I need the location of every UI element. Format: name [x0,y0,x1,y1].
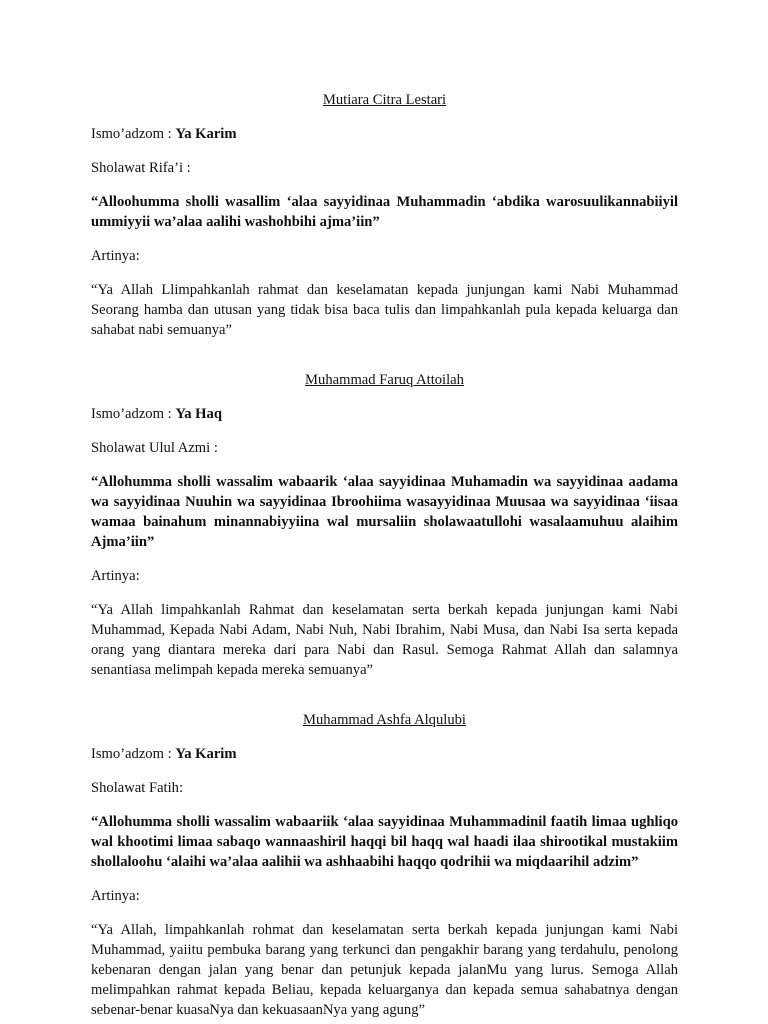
meaning-text: “Ya Allah, limpahkanlah rohmat dan keselamatan serta berkah kepada junjungan kami Nabi Muhammad, yaiitu pembuka barang yang terkunci dan pengakhir barang yang terdahulu, penolong kebenaran dengan jalan yang benar dan petunjuk kepada jalanMu yang lurus. Semoga Allah melimpahkan rahmat kepada Beliau, kepada keluarganya dan kepada semua sahabatnya dengan sebenar-benar kuasaNya dan kekuasaanNya yang agung” [91,922,678,1018]
ismo-adzom-label: Ismo’adzom : [91,126,176,142]
ismo-adzom-value: Ya Karim [175,746,237,762]
sholawat-label: Sholawat Rifa’i : [91,160,191,176]
sholawat-text: “Allohumma sholli wassalim wabaarik ‘alaa sayyidinaa Muhamadin wa sayyidinaa aadama wa sayyidinaa Nuuhin wa sayyidinaa Ibroohiima wasayyidinaa Muusaa wa sayyidinaa ‘iisaa wamaa bainahum minannabiyyiina wal mursaliin sholawaatullohi wasalaamuhuu alaihim Ajma’iin” [91,474,678,550]
ismo-adzom-line [91,744,678,764]
person-name: Muhammad Ashfa Alqulubi [303,712,466,728]
meaning-text: “Ya Allah Llimpahkanlah rahmat dan keselamatan kepada junjungan kami Nabi Muhammad Seorang hamba dan utusan yang tidak bisa baca tulis dan limpahkanlah pula kepada keluarga dan sahabat nabi semuanya” [91,282,678,338]
person-name: Muhammad Faruq Attoilah [305,372,464,388]
section-muhammad-ashfa-alqulubi [91,710,678,1020]
sholawat-text: “Alloohumma sholli wasallim ‘alaa sayyidinaa Muhammadin ‘abdika warosuulikannabiiyil ummiyyii wa’alaa aalihi washohbihi ajma’iin” [91,194,678,230]
meaning-text: “Ya Allah limpahkanlah Rahmat dan keselamatan serta berkah kepada junjungan kami Nabi Muhammad, Kepada Nabi Adam, Nabi Nuh, Nabi Ibrahim, Nabi Musa, dan Nabi Isa serta kepada orang yang diantara mereka dari para Nabi dan Rasul. Semoga Rahmat Allah dan salamnya senantiasa melimpah kepada mereka semuanya” [91,602,678,678]
ismo-adzom-line [91,124,678,144]
sholawat-label: Sholawat Ulul Azmi : [91,440,218,456]
sholawat-text: “Allohumma sholli wassalim wabaariik ‘alaa sayyidinaa Muhammadinil faatih limaa ughliqo wal khootimi limaa sabaqo wannaashiril haqqi bil haqq wal haadi ilaa shirootikal mustakiim shollaloohu ‘alaihi wa’alaa aalihii wa ashhaabihi haqqo qodrihii wa miqdaarihil adzim” [91,814,678,870]
artinya-label: Artinya: [91,888,140,904]
ismo-adzom-label: Ismo’adzom : [91,746,176,762]
ismo-adzom-line [91,404,678,424]
ismo-adzom-label: Ismo’adzom : [91,406,176,422]
sholawat-label: Sholawat Fatih: [91,780,184,796]
person-name: Mutiara Citra Lestari [322,92,447,108]
artinya-label: Artinya: [91,248,140,264]
ismo-adzom-value: Ya Karim [175,126,237,142]
section-mutiara-citra-lestari [91,90,678,340]
section-muhammad-faruq-attoilah [91,370,678,680]
ismo-adzom-value: Ya Haq [175,406,222,422]
artinya-label: Artinya: [91,568,140,584]
